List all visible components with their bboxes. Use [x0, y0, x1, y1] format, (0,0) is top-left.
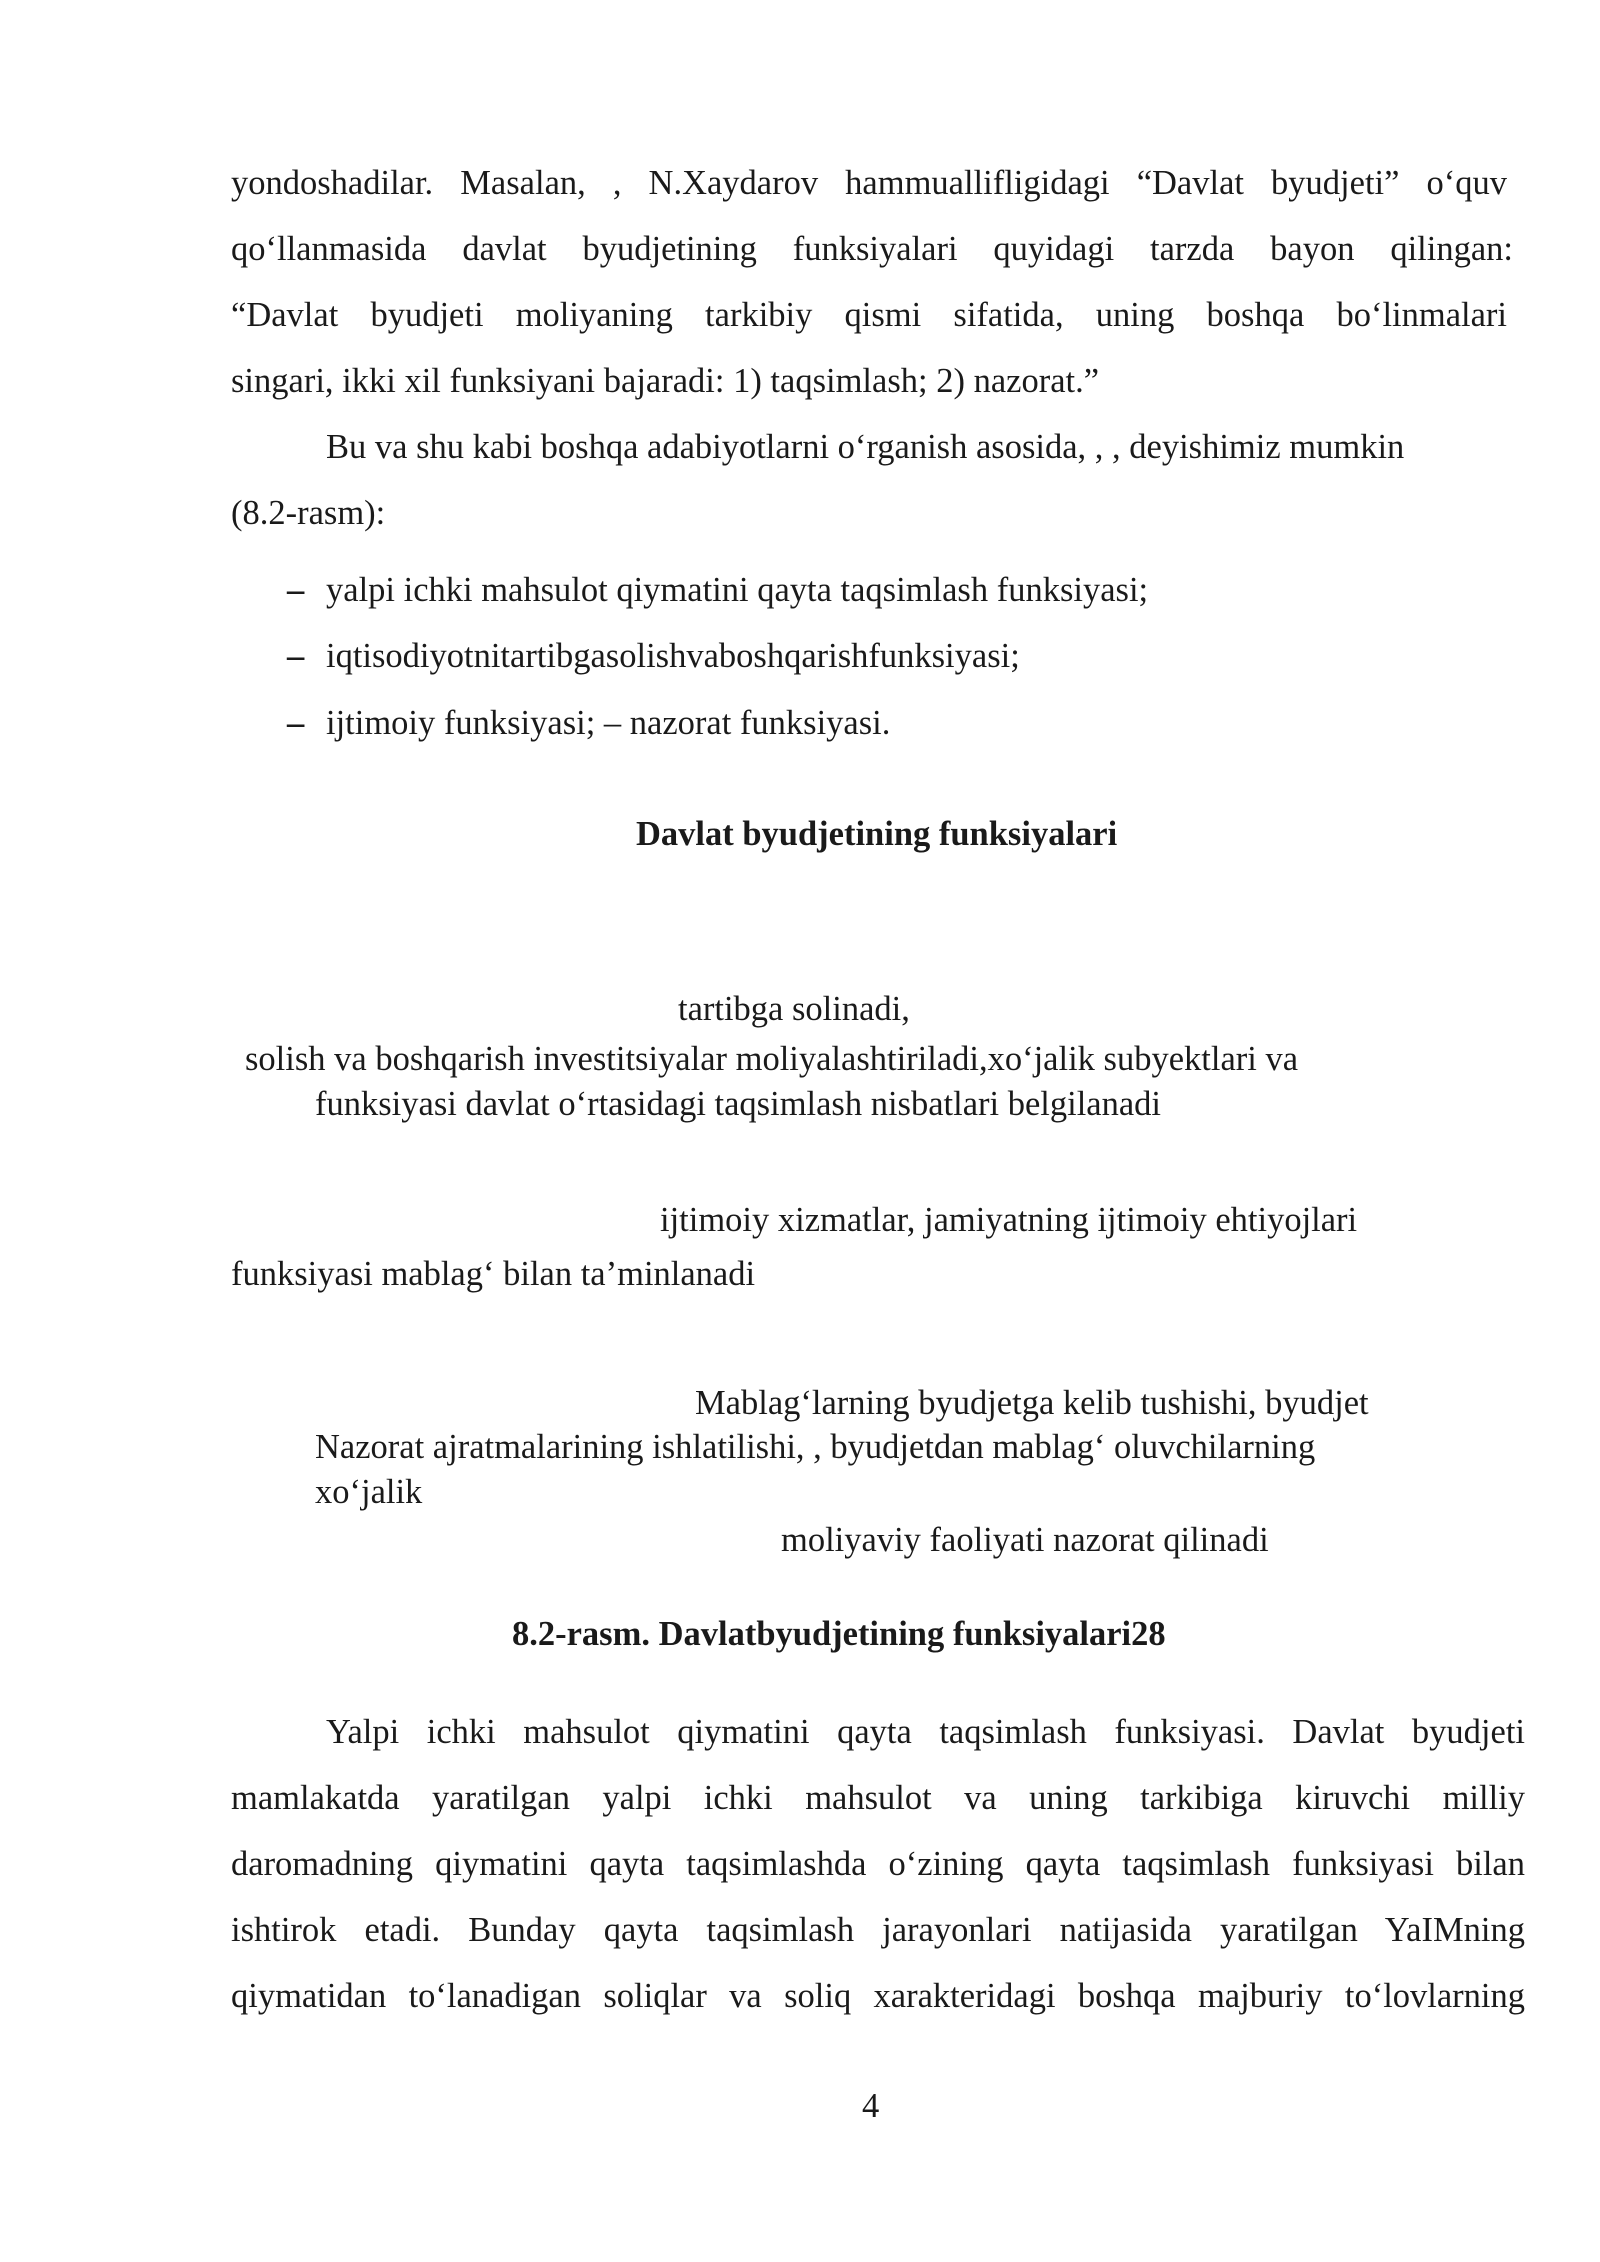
figure-caption: 8.2-rasm. Davlatbyudjetining funksiyalari28 — [512, 1615, 1166, 1653]
bullet-item-1: yalpi ichki mahsulot qiymatini qayta taqsimlash funksiyasi; — [326, 571, 1149, 609]
page-number: 4 — [862, 2087, 880, 2125]
paragraph-1-line-2: qo‘llanmasida davlat byudjetining funksiyalari quyidagi tarzda bayon qilingan: — [231, 230, 1513, 268]
diagram-block-2-line-1: ijtimoiy xizmatlar, jamiyatning ijtimoiy ehtiyojlari — [660, 1201, 1358, 1239]
paragraph-1-line-4: singari, ikki xil funksiyani bajaradi: 1) taqsimlash; 2) nazorat.” — [231, 362, 1100, 400]
paragraph-3-line-5: qiymatidan to‘lanadigan soliqlar va soliq xarakteridagi boshqa majburiy to‘lovlarning — [231, 1977, 1525, 2015]
paragraph-3-line-1: Yalpi ichki mahsulot qiymatini qayta taqsimlash funksiyasi. Davlat byudjeti — [326, 1713, 1525, 1751]
bullet-dash-2: – — [287, 637, 305, 675]
diagram-block-3-line-4: moliyaviy faoliyati nazorat qilinadi — [781, 1521, 1269, 1559]
diagram-block-2-line-2: funksiyasi mablag‘ bilan ta’minlanadi — [231, 1255, 756, 1293]
diagram-block-3-line-1: Mablag‘larning byudjetga kelib tushishi, byudjet — [695, 1384, 1369, 1422]
bullet-dash-1: – — [287, 571, 305, 609]
paragraph-1-line-1: yondoshadilar. Masalan, , N.Xaydarov hammuallifligidagi “Davlat byudjeti” o‘quv — [231, 164, 1507, 202]
diagram-block-1-line-2: solish va boshqarish investitsiyalar moliyalashtiriladi,xo‘jalik subyektlari va — [245, 1040, 1299, 1078]
diagram-block-3-line-2: Nazorat ajratmalarining ishlatilishi, , byudjetdan mablag‘ oluvchilarning — [315, 1428, 1316, 1466]
paragraph-3-line-4: ishtirok etadi. Bunday qayta taqsimlash jarayonlari natijasida yaratilgan YaIMning — [231, 1911, 1525, 1949]
diagram-block-3-line-3: xo‘jalik — [315, 1473, 423, 1511]
paragraph-2-line-1: Bu va shu kabi boshqa adabiyotlarni o‘rganish asosida, , , deyishimiz mumkin — [326, 428, 1405, 466]
diagram-block-1-line-3: funksiyasi davlat o‘rtasidagi taqsimlash nisbatlari belgilanadi — [315, 1085, 1162, 1123]
paragraph-3-line-3: daromadning qiymatini qayta taqsimlashda o‘zining qayta taqsimlash funksiyasi bilan — [231, 1845, 1525, 1883]
bullet-item-2: iqtisodiyotnitartibgasolishvaboshqarishfunksiyasi; — [326, 637, 1020, 675]
diagram-block-1-line-1: tartibga solinadi, — [678, 990, 910, 1028]
paragraph-2-line-2: (8.2-rasm): — [231, 494, 386, 532]
bullet-dash-3: – — [287, 704, 305, 742]
diagram-title: Davlat byudjetining funksiyalari — [636, 815, 1118, 853]
bullet-item-3: ijtimoiy funksiyasi; – nazorat funksiyasi. — [326, 704, 891, 742]
paragraph-1-line-3: “Davlat byudjeti moliyaning tarkibiy qismi sifatida, uning boshqa bo‘linmalari — [231, 296, 1507, 334]
paragraph-3-line-2: mamlakatda yaratilgan yalpi ichki mahsulot va uning tarkibiga kiruvchi milliy — [231, 1779, 1525, 1817]
